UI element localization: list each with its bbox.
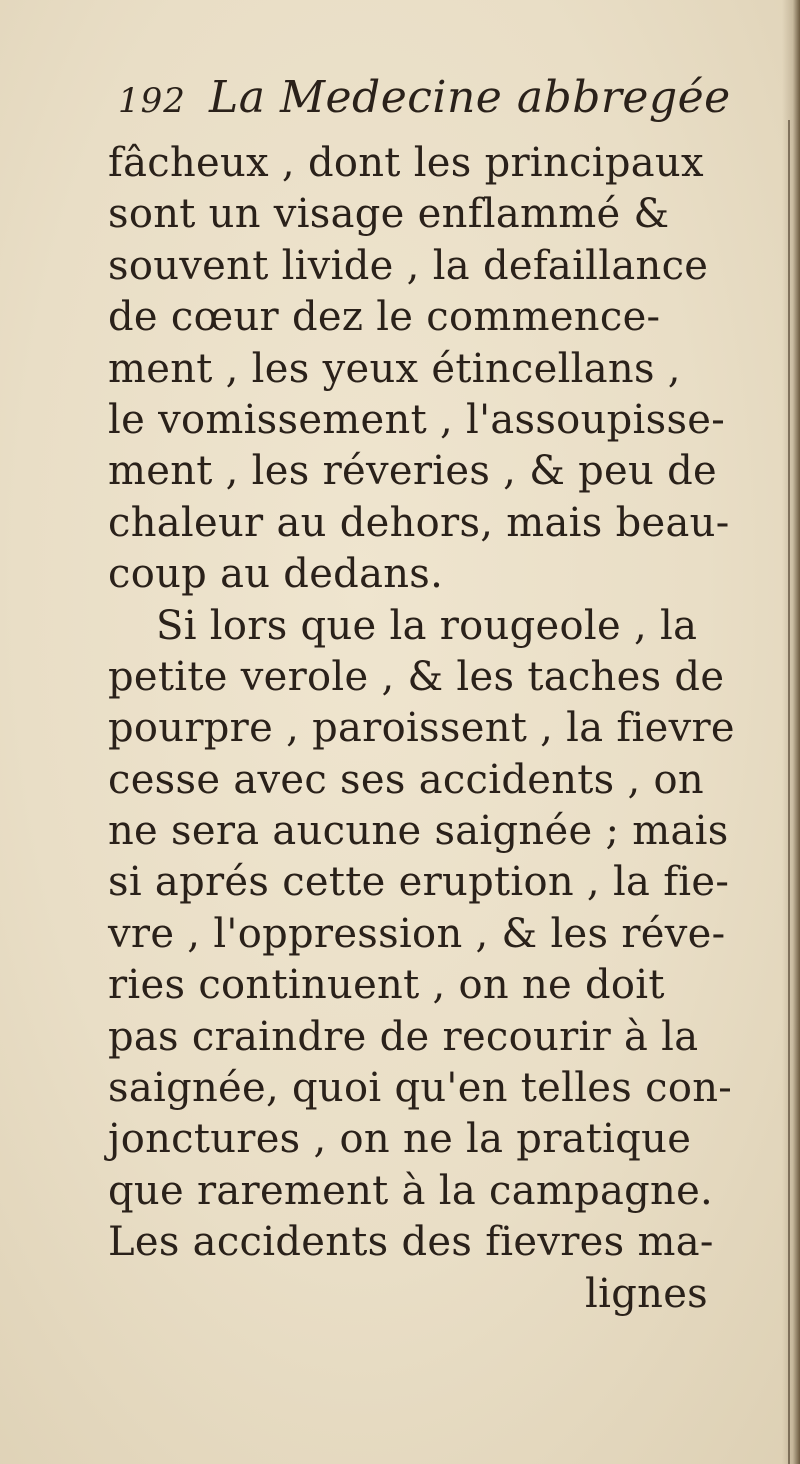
text-line: cesse avec ses accidents , on [108,756,704,803]
text-line: que rarement à la campagne. [108,1167,714,1214]
text-line: le vomissement , l'assoupisse- [108,396,726,443]
text-line: ries continuent , on ne doit [108,962,665,1009]
text-line: Les accidents des fievres ma- [108,1219,714,1266]
page-edge-line [788,120,790,1464]
text-line: jonctures , on ne la pratique [108,1116,692,1163]
text-line: ment , les yeux étincellans , [108,345,681,392]
text-line: petite verole , & les taches de [108,653,725,700]
text-line: souvent livide , la defaillance [108,242,709,289]
text-line: ment , les réveries , & peu de [108,448,717,495]
running-title: La Medecine abbregée [209,72,731,123]
text-line: vre , l'oppression , & les réve- [108,910,726,957]
text-line: pas craindre de recourir à la [108,1013,699,1060]
text-line: ne sera aucune saignée ; mais [108,808,729,855]
text-line: saignée, quoi qu'en telles con- [108,1065,733,1112]
catchword: lignes [585,1270,708,1317]
text-line: coup au dedans. [108,551,444,598]
body-text [108,138,735,1320]
text-line: pourpre , paroissent , la fievre [108,705,735,752]
page-number: 192 [118,81,186,121]
page-header [118,72,731,132]
text-line: chaleur au dehors, mais beau- [108,499,730,546]
text-line: sont un visage enflammé & [108,191,670,238]
text-line: si aprés cette eruption , la fie- [108,859,730,906]
text-line: de cœur dez le commence- [108,294,661,341]
page-edge-shadow [782,0,800,1464]
text-line: fâcheux , dont les principaux [108,140,704,186]
paragraph-start-line: Si lors que la rougeole , la [156,602,698,649]
